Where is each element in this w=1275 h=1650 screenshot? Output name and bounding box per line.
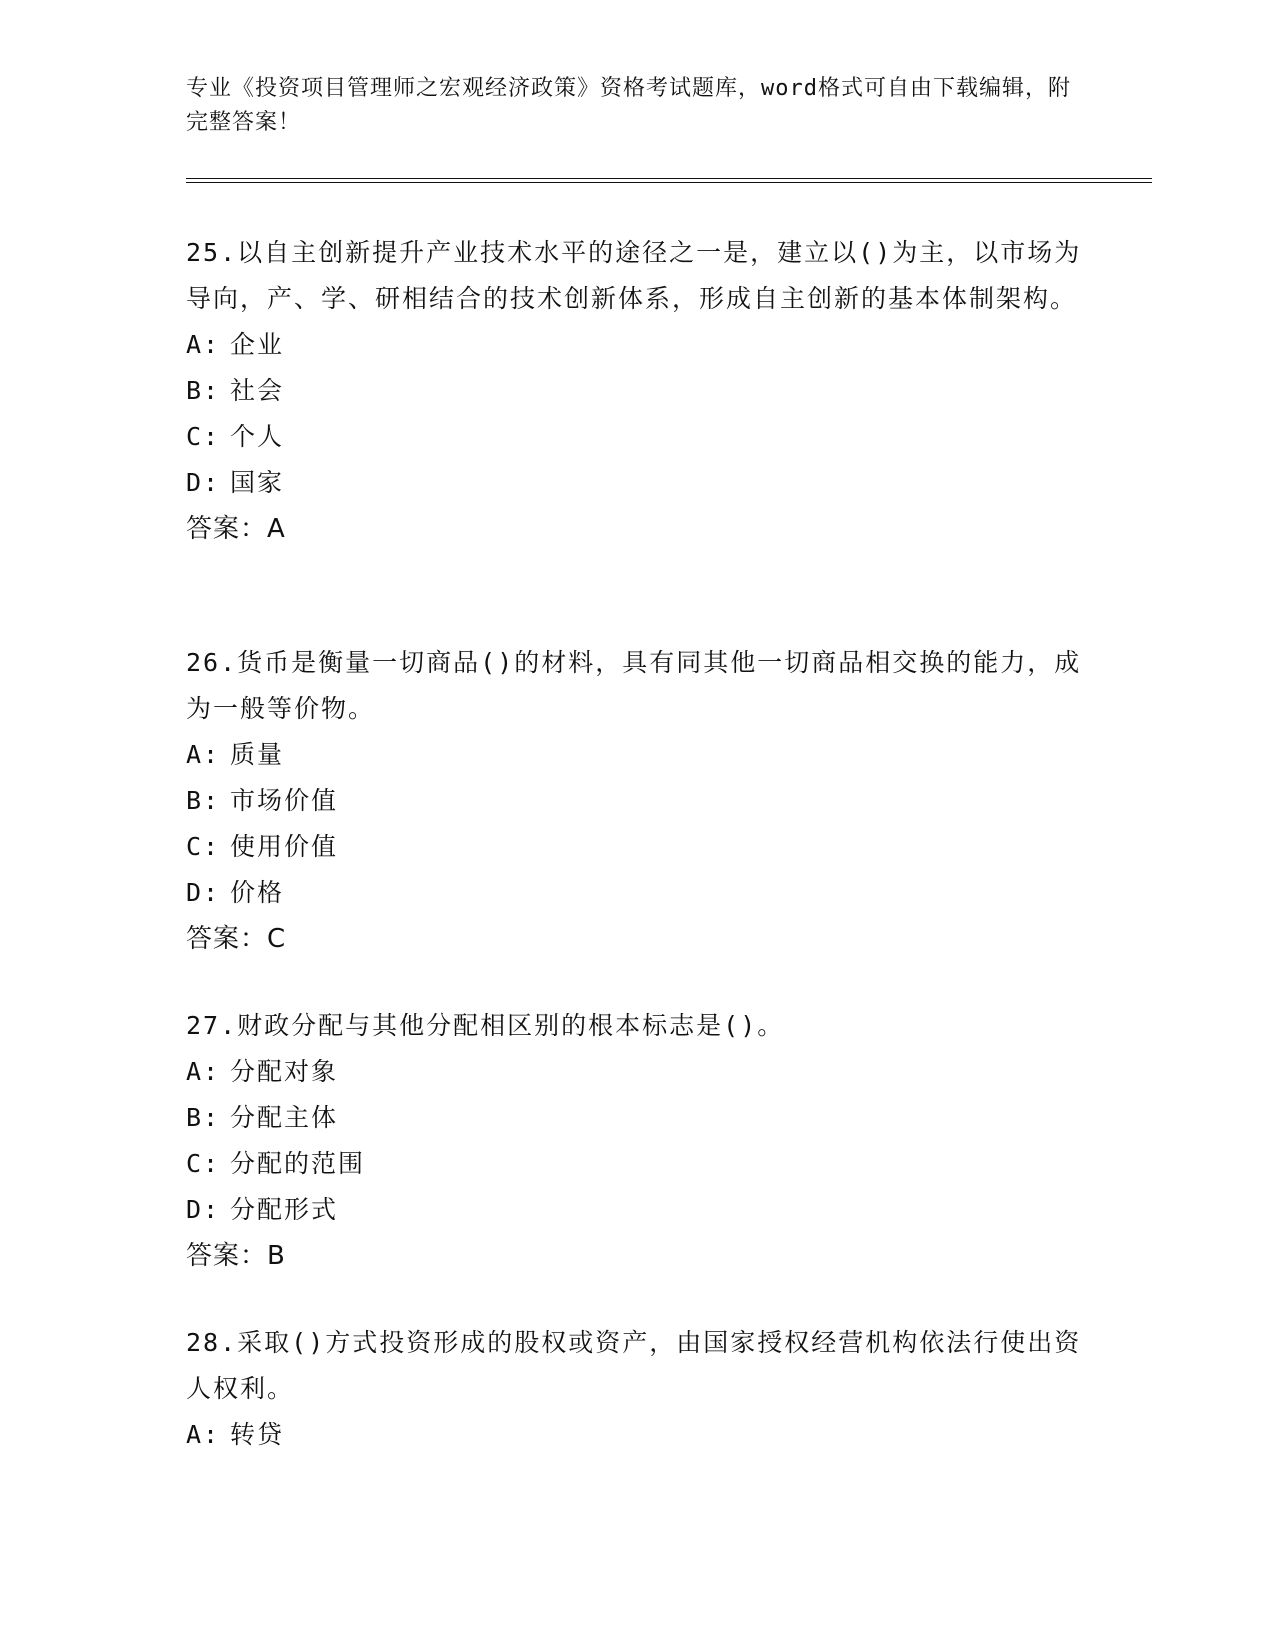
- question-26: [186, 640, 1086, 962]
- option-label: A:: [186, 740, 221, 769]
- option-label: D:: [186, 1195, 221, 1224]
- option-label: D:: [186, 468, 221, 497]
- option-text: 使用价值: [230, 832, 339, 861]
- option-c: [186, 414, 1086, 460]
- question-text: 26.货币是衡量一切商品()的材料，具有同其他一切商品相交换的能力，成为一般等价物。: [186, 648, 1082, 723]
- option-c: [186, 824, 1086, 870]
- answer-line: 答案：C: [186, 924, 287, 954]
- option-a: [186, 1412, 1086, 1458]
- option-label: A:: [186, 1420, 221, 1449]
- option-d: [186, 460, 1086, 506]
- header-intro-text: 专业《投资项目管理师之宏观经济政策》资格考试题库，word格式可自由下载编辑，附完整答案！: [186, 76, 1071, 135]
- option-text: 社会: [230, 376, 285, 405]
- option-label: B:: [186, 1103, 221, 1132]
- option-text: 分配形式: [230, 1195, 339, 1224]
- option-label: B:: [186, 376, 221, 405]
- option-text: 价格: [230, 878, 285, 907]
- option-label: C:: [186, 832, 221, 861]
- option-label: B:: [186, 786, 221, 815]
- option-text: 分配主体: [230, 1103, 339, 1132]
- header-divider-top: [186, 178, 1152, 179]
- option-text: 分配的范围: [230, 1149, 366, 1178]
- option-b: [186, 778, 1086, 824]
- option-text: 国家: [230, 468, 285, 497]
- option-a: [186, 322, 1086, 368]
- option-d: [186, 870, 1086, 916]
- option-text: 分配对象: [230, 1057, 339, 1086]
- question-25: [186, 230, 1086, 552]
- question-27: [186, 1003, 1086, 1279]
- answer-line: 答案：B: [186, 1241, 286, 1271]
- option-label: C:: [186, 1149, 221, 1178]
- option-label: A:: [186, 1057, 221, 1086]
- option-b: [186, 368, 1086, 414]
- option-b: [186, 1095, 1086, 1141]
- option-label: D:: [186, 878, 221, 907]
- option-a: [186, 1049, 1086, 1095]
- option-text: 市场价值: [230, 786, 339, 815]
- question-text: 25.以自主创新提升产业技术水平的途径之一是，建立以()为主，以市场为导向，产、学、研相结合的技术创新体系，形成自主创新的基本体制架构。: [186, 238, 1082, 313]
- answer-line: 答案：A: [186, 514, 286, 544]
- option-c: [186, 1141, 1086, 1187]
- option-text: 转贷: [230, 1420, 285, 1449]
- option-a: [186, 732, 1086, 778]
- option-label: A:: [186, 330, 221, 359]
- header-divider-bottom: [186, 182, 1152, 183]
- question-text: 28.采取()方式投资形成的股权或资产，由国家授权经营机构依法行使出资人权利。: [186, 1328, 1082, 1403]
- option-text: 企业: [230, 330, 285, 359]
- option-text: 质量: [230, 740, 285, 769]
- document-header: [186, 72, 1086, 140]
- option-text: 个人: [230, 422, 285, 451]
- option-d: [186, 1187, 1086, 1233]
- question-28: [186, 1320, 1086, 1458]
- question-text: 27.财政分配与其他分配相区别的根本标志是()。: [186, 1011, 785, 1040]
- option-label: C:: [186, 422, 221, 451]
